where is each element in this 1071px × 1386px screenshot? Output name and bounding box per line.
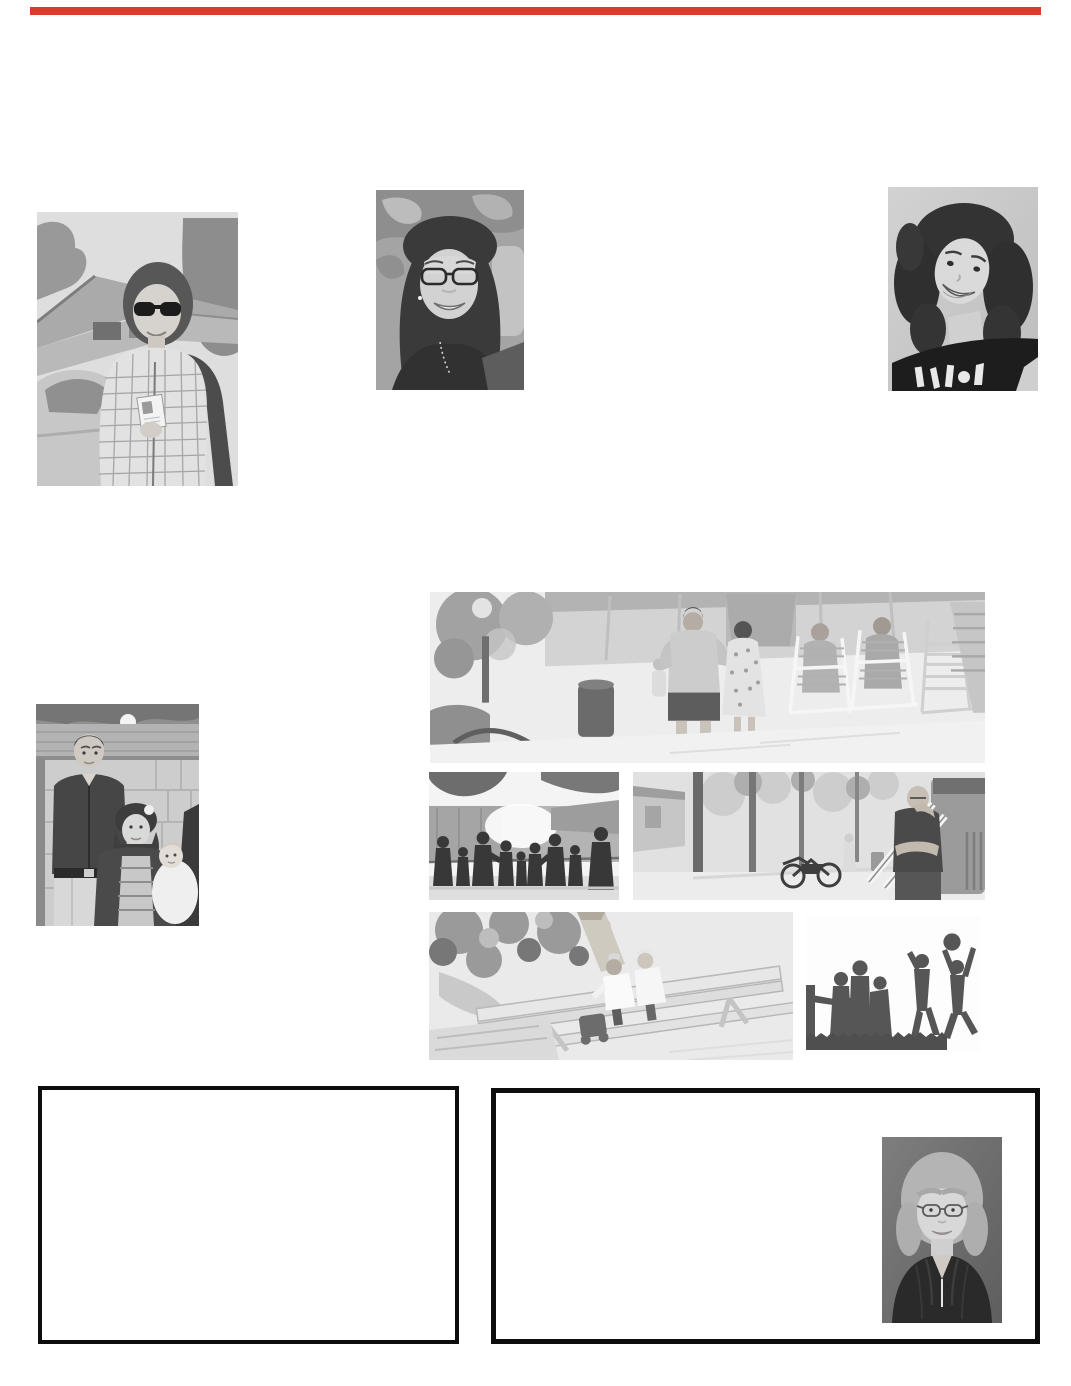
photo-family-baby (36, 704, 199, 926)
photo-girl-license (37, 212, 238, 486)
red-accent-bar (30, 7, 1041, 15)
empty-caption-box-left (38, 1086, 459, 1344)
photo-picnic-gathering (430, 592, 985, 763)
photo-picnic-table (429, 912, 793, 1060)
photo-man-loader (633, 772, 985, 900)
photo-woman-smiling (888, 187, 1038, 391)
photo-silhouette-group (429, 772, 619, 900)
photo-woman-glasses (376, 190, 524, 390)
photo-kids-volleyball (806, 915, 980, 1052)
photo-woman-portrait (882, 1137, 1002, 1323)
caption-box-right (491, 1088, 1040, 1344)
